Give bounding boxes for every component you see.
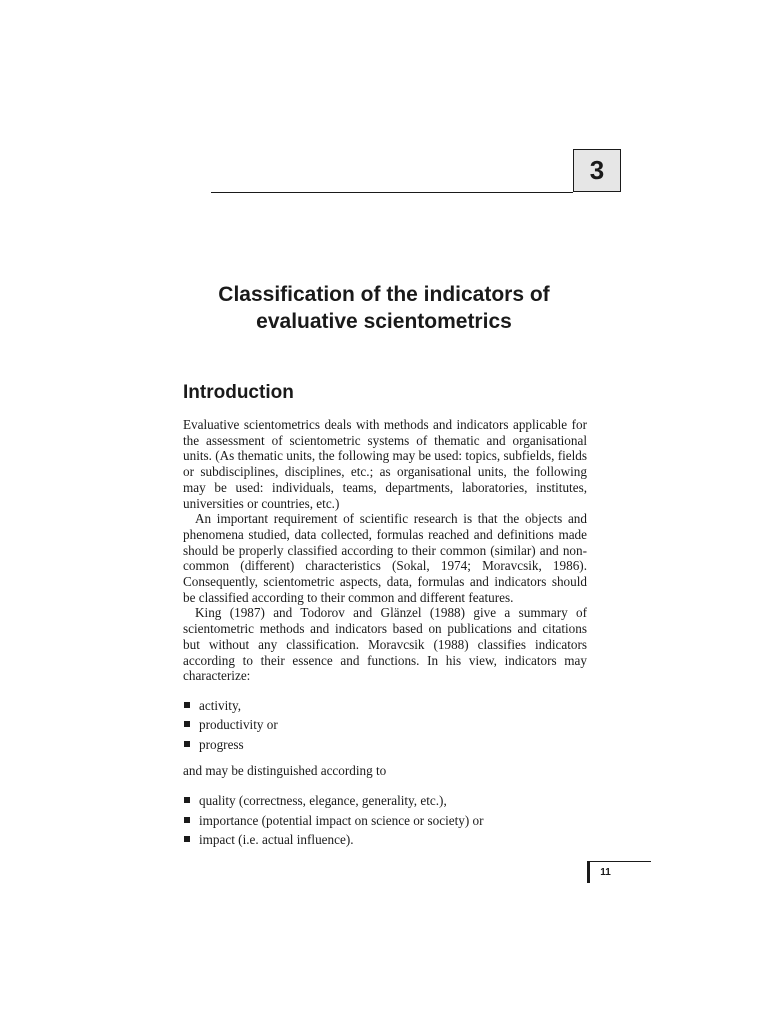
chapter-title-line-1: Classification of the indicators of xyxy=(218,283,550,306)
paragraph: Evaluative scientometrics deals with methods and indicators applicable for the assessment of scientometric systems of thematic and organisational units. (As thematic units, the following may be used: topics, subfields, fields or subdisciplines, disciplines, etc.; as organisational units, the following may be used: individuals, teams, departments, laboratories, institutes, universities or countries, etc.) xyxy=(183,417,587,511)
chapter-rule xyxy=(211,192,573,193)
chapter-number-box xyxy=(573,149,621,192)
bullet-list-characterize xyxy=(183,696,587,755)
section-heading: Introduction xyxy=(183,382,294,403)
list-item: impact (i.e. actual influence). xyxy=(183,830,587,850)
list-item: activity, xyxy=(183,696,587,716)
list-item: progress xyxy=(183,735,587,755)
chapter-title-line-2: evaluative scientometrics xyxy=(256,310,512,333)
paragraph: King (1987) and Todorov and Glänzel (1988) give a summary of scientometric methods and indicators based on publications and citations but without any classification. Moravcsik (1988) classifies indicators according to their essence and functions. In his view, indicators may characterize: xyxy=(183,605,587,684)
bullet-list-distinguished xyxy=(183,791,587,850)
paragraph: An important requirement of scientific research is that the objects and phenomena studied, data collected, formulas reached and definitions made should be properly classified according to their common (similar) and non-common (different) characteristics (Sokal, 1974; Moravcsik, 1986). Consequently, scientometric aspects, data, formulas and indicators should be classified according to their common and different features. xyxy=(183,511,587,605)
bullet-square-icon xyxy=(184,836,190,842)
body-text xyxy=(183,417,587,850)
bullet-square-icon xyxy=(184,741,190,747)
bullet-square-icon xyxy=(184,817,190,823)
page-number: 11 xyxy=(587,861,621,883)
bullet-square-icon xyxy=(184,797,190,803)
list-item: productivity or xyxy=(183,715,587,735)
list-item: quality (correctness, elegance, generality, etc.), xyxy=(183,791,587,811)
bullet-square-icon xyxy=(184,721,190,727)
list-item: importance (potential impact on science or society) or xyxy=(183,811,587,831)
chapter-title xyxy=(150,281,618,335)
bullet-square-icon xyxy=(184,702,190,708)
lead-in-text: and may be distinguished according to xyxy=(183,763,387,779)
chapter-number: 3 xyxy=(589,155,605,185)
